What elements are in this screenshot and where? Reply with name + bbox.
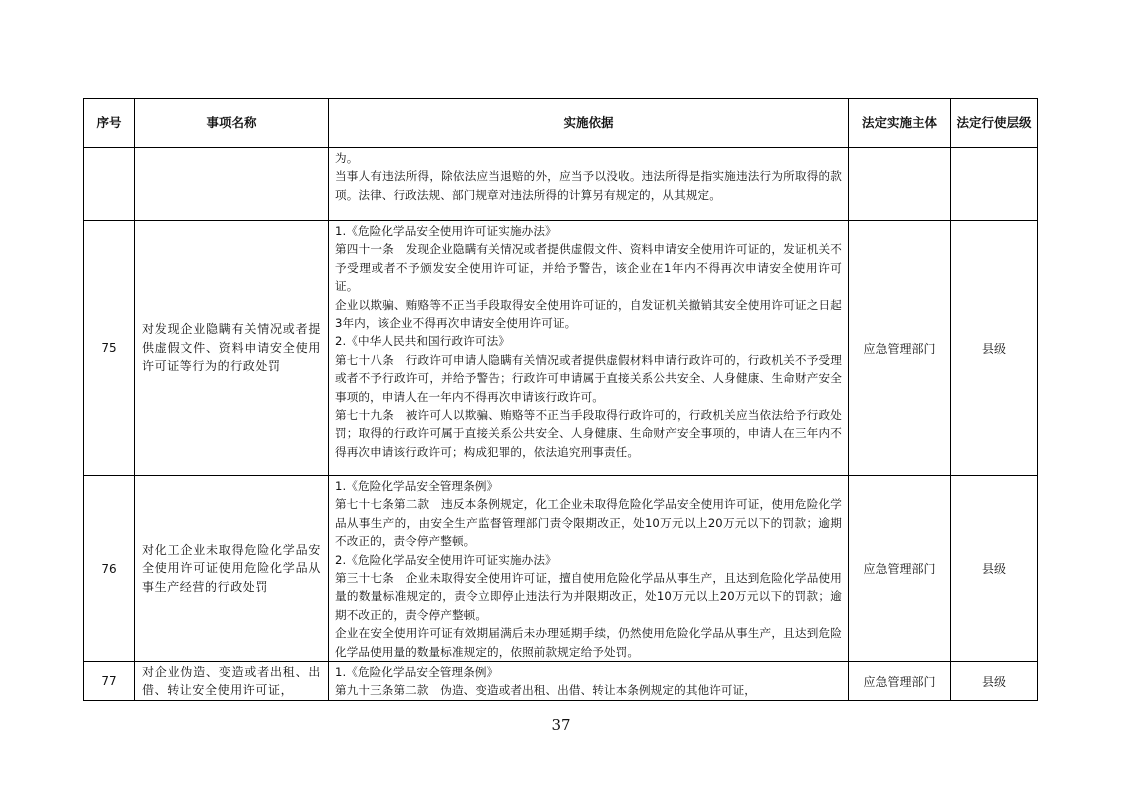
table-header-row [84, 99, 1038, 148]
header-no: 序号 [84, 99, 135, 148]
basis-line: 1.《危险化学品安全管理条例》 [335, 665, 499, 680]
item-name: 对发现企业隐瞒有关情况或者提供虚假文件、资料申请安全使用许可证等行为的行政处罚 [135, 221, 329, 476]
table-row [84, 221, 1038, 476]
basis-line: 企业以欺骗、贿赂等不正当手段取得安全使用许可证的，自发证机关撤销其安全使用许可证之日起3年内，该企业不得再次申请安全使用许可证。 [335, 297, 842, 331]
basis-line: 2.《危险化学品安全使用许可证实施办法》 [335, 552, 557, 567]
implementation-basis [329, 476, 849, 662]
basis-line: 2.《中华人民共和国行政许可法》 [335, 334, 510, 349]
implementing-body: 应急管理部门 [849, 662, 951, 701]
basis-line: 为。 [335, 151, 359, 165]
implementing-body [849, 148, 951, 221]
basis-line: 第七十九条 被许可人以欺骗、贿赂等不正当手段取得行政许可的，行政机关应当依法给予行政处罚；取得的行政许可属于直接关系公共安全、人身健康、生命财产安全事项的，申请人在三年内不得再次申请该行政许可；构成犯罪的，依法追究刑事责任。 [335, 408, 842, 459]
row-number: 77 [84, 662, 135, 701]
implementation-basis [329, 148, 849, 221]
exercise-level [951, 148, 1038, 221]
exercise-level: 县级 [951, 662, 1038, 701]
row-number [84, 148, 135, 221]
header-body: 法定实施主体 [849, 99, 951, 148]
page-number: 37 [551, 716, 571, 734]
table-row [84, 148, 1038, 221]
implementation-basis [329, 662, 849, 701]
basis-line: 第七十七条第二款 违反本条例规定，化工企业未取得危险化学品安全使用许可证，使用危险化学品从事生产的，由安全生产监督管理部门责令限期改正，处10万元以上20万元以下的罚款；逾期不改正的，责令停产整顿。 [335, 497, 842, 549]
row-number: 76 [84, 476, 135, 662]
header-level: 法定行使层级 [951, 99, 1038, 148]
header-basis: 实施依据 [329, 99, 849, 148]
implementing-body: 应急管理部门 [849, 221, 951, 476]
exercise-level: 县级 [951, 476, 1038, 662]
basis-line: 企业在安全使用许可证有效期届满后未办理延期手续，仍然使用危险化学品从事生产，且达到危险化学品使用量的数量标准规定的，依照前款规定给予处罚。 [335, 626, 842, 659]
basis-line: 1.《危险化学品安全使用许可证实施办法》 [335, 224, 557, 238]
item-name: 对企业伪造、变造或者出租、出借、转让安全使用许可证， [135, 662, 329, 701]
basis-line: 第七十八条 行政许可申请人隐瞒有关情况或者提供虚假材料申请行政许可的，行政机关不予受理或者不予行政许可，并给予警告；行政许可申请属于直接关系公共安全、人身健康、生命财产安全事项的，申请人在一年内不得再次申请该行政许可。 [335, 352, 842, 404]
table-row [84, 662, 1038, 701]
basis-line: 第九十三条第二款 伪造、变造或者出租、出借、转让本条例规定的其他许可证， [335, 683, 756, 698]
exercise-level: 县级 [951, 221, 1038, 476]
item-name: 对化工企业未取得危险化学品安全使用许可证使用危险化学品从事生产经营的行政处罚 [135, 476, 329, 662]
implementing-body: 应急管理部门 [849, 476, 951, 662]
basis-line: 当事人有违法所得，除依法应当退赔的外，应当予以没收。违法所得是指实施违法行为所取得的款项。法律、行政法规、部门规章对违法所得的计算另有规定的，从其规定。 [335, 169, 842, 202]
basis-line: 第四十一条 发现企业隐瞒有关情况或者提供虚假文件、资料申请安全使用许可证的，发证机关不予受理或者不予颁发安全使用许可证，并给予警告，该企业在1年内不得再次申请安全使用许可证。 [335, 242, 842, 294]
table-row [84, 476, 1038, 662]
header-name: 事项名称 [135, 99, 329, 148]
regulation-table [83, 98, 1038, 701]
basis-line: 第三十七条 企业未取得安全使用许可证，擅自使用危险化学品从事生产，且达到危险化学品使用量的数量标准规定的，责令立即停止违法行为并限期改正，处10万元以上20万元以下的罚款；逾期不改正的，责令停产整顿。 [335, 571, 842, 622]
implementation-basis [329, 221, 849, 476]
row-number: 75 [84, 221, 135, 476]
basis-line: 1.《危险化学品安全管理条例》 [335, 479, 499, 493]
item-name [135, 148, 329, 221]
